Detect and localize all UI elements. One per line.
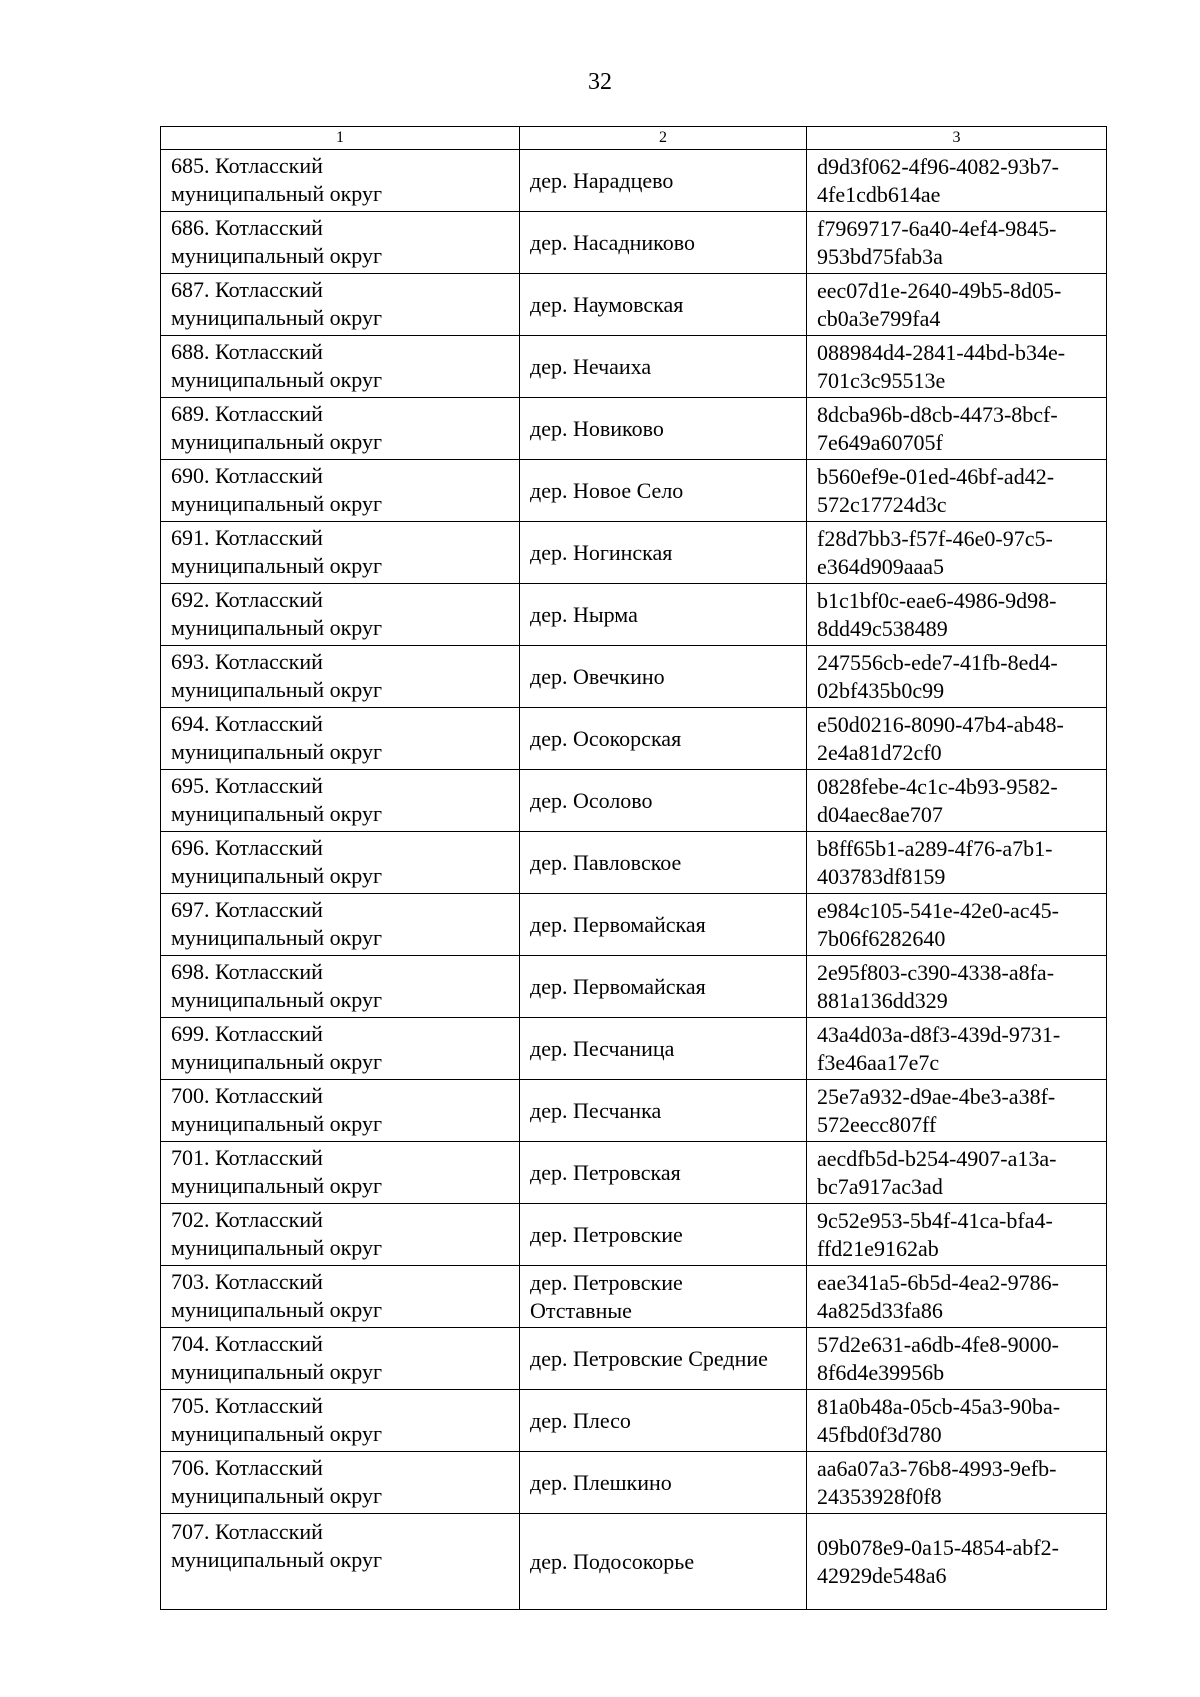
settlement-cell <box>520 336 807 398</box>
settlement-cell-line: дер. Осолово <box>530 787 653 813</box>
district-cell <box>161 1514 520 1610</box>
settlement-cell-line: дер. Павловское <box>530 849 682 875</box>
column-header-3: 3 <box>807 127 1107 150</box>
guid-cell-line: 0828febe-4c1c-4b93-9582- <box>817 773 1058 799</box>
settlement-cell-line: дер. Нарадцево <box>530 167 674 193</box>
district-cell-line: муниципальный округ <box>171 1359 383 1384</box>
district-cell-line: 706. Котласский <box>171 1455 323 1480</box>
table-row <box>161 894 1107 956</box>
district-cell-line: 692. Котласский <box>171 587 323 612</box>
guid-cell-line: b1c1bf0c-eae6-4986-9d98- <box>817 587 1057 613</box>
settlement-cell-line: дер. Овечкино <box>530 663 665 689</box>
district-cell <box>161 1266 520 1328</box>
table-row <box>161 1204 1107 1266</box>
guid-cell <box>807 274 1107 336</box>
district-cell-line: 705. Котласский <box>171 1393 323 1418</box>
table-row <box>161 460 1107 522</box>
guid-cell <box>807 460 1107 522</box>
guid-cell-line: 09b078e9-0a15-4854-abf2- <box>817 1534 1059 1560</box>
district-cell-line: муниципальный округ <box>171 801 383 826</box>
guid-cell-line: b560ef9e-01ed-46bf-ad42- <box>817 463 1055 489</box>
district-cell <box>161 150 520 212</box>
table-row <box>161 1452 1107 1514</box>
district-cell <box>161 1204 520 1266</box>
table-row <box>161 1328 1107 1390</box>
settlement-cell <box>520 1390 807 1452</box>
table-row <box>161 336 1107 398</box>
district-cell <box>161 708 520 770</box>
table-header-row <box>161 127 1107 150</box>
district-cell-line: муниципальный округ <box>171 367 383 392</box>
table-row <box>161 212 1107 274</box>
guid-cell-line: ffd21e9162ab <box>817 1235 939 1261</box>
guid-cell <box>807 770 1107 832</box>
guid-cell-line: 4fe1cdb614ae <box>817 181 941 207</box>
district-cell-line: муниципальный округ <box>171 1483 383 1508</box>
guid-cell <box>807 522 1107 584</box>
district-cell-line: муниципальный округ <box>171 491 383 516</box>
table-row <box>161 584 1107 646</box>
district-cell-line: муниципальный округ <box>171 429 383 454</box>
table-body <box>161 150 1107 1610</box>
district-cell-line: муниципальный округ <box>171 1547 383 1572</box>
district-cell <box>161 460 520 522</box>
district-cell <box>161 1328 520 1390</box>
settlement-cell-line: дер. Петровские <box>530 1221 683 1247</box>
guid-cell-line: 81a0b48a-05cb-45a3-90ba- <box>817 1393 1061 1419</box>
guid-cell <box>807 1142 1107 1204</box>
district-cell <box>161 646 520 708</box>
district-cell <box>161 1390 520 1452</box>
settlement-cell <box>520 646 807 708</box>
guid-cell-line: bc7a917ac3ad <box>817 1173 943 1199</box>
page-number: 32 <box>588 69 612 95</box>
district-cell-line: муниципальный округ <box>171 181 383 206</box>
district-cell-line: 693. Котласский <box>171 649 323 674</box>
settlement-cell <box>520 1018 807 1080</box>
district-cell-line: муниципальный округ <box>171 1235 383 1260</box>
settlement-cell <box>520 522 807 584</box>
district-cell-line: муниципальный округ <box>171 1297 383 1322</box>
guid-cell <box>807 832 1107 894</box>
district-cell <box>161 584 520 646</box>
guid-cell <box>807 1390 1107 1452</box>
district-cell <box>161 398 520 460</box>
guid-cell-line: f28d7bb3-f57f-46e0-97c5- <box>817 525 1053 551</box>
settlement-cell <box>520 1328 807 1390</box>
settlement-cell-line: дер. Песчанка <box>530 1097 662 1123</box>
table-row <box>161 1514 1107 1610</box>
district-cell-line: муниципальный округ <box>171 1049 383 1074</box>
guid-cell-line: 7b06f6282640 <box>817 925 946 951</box>
district-cell-line: муниципальный округ <box>171 243 383 268</box>
guid-cell-line: 43a4d03a-d8f3-439d-9731- <box>817 1021 1061 1047</box>
guid-cell-line: 4a825d33fa86 <box>817 1297 943 1323</box>
settlement-cell <box>520 1452 807 1514</box>
district-cell <box>161 1018 520 1080</box>
district-cell <box>161 1452 520 1514</box>
district-cell-line: 704. Котласский <box>171 1331 323 1356</box>
settlement-cell <box>520 956 807 1018</box>
guid-cell <box>807 150 1107 212</box>
settlement-cell <box>520 460 807 522</box>
guid-cell-line: 088984d4-2841-44bd-b34e- <box>817 339 1066 365</box>
district-cell-line: муниципальный округ <box>171 677 383 702</box>
guid-cell-line: 57d2e631-a6db-4fe8-9000- <box>817 1331 1059 1357</box>
settlement-cell-line: дер. Ногинская <box>530 539 673 565</box>
district-cell-line: муниципальный округ <box>171 1421 383 1446</box>
district-cell-line: муниципальный округ <box>171 987 383 1012</box>
district-cell-line: муниципальный округ <box>171 1173 383 1198</box>
district-cell <box>161 212 520 274</box>
district-cell-line: муниципальный округ <box>171 615 383 640</box>
guid-cell-line: 572c17724d3c <box>817 491 947 517</box>
guid-cell <box>807 584 1107 646</box>
settlement-cell <box>520 770 807 832</box>
guid-cell-line: 2e4a81d72cf0 <box>817 739 942 765</box>
district-cell-line: 694. Котласский <box>171 711 323 736</box>
guid-cell-line: b8ff65b1-a289-4f76-a7b1- <box>817 835 1053 861</box>
district-cell-line: 690. Котласский <box>171 463 323 488</box>
guid-cell-line: eae341a5-6b5d-4ea2-9786- <box>817 1269 1059 1295</box>
settlement-cell <box>520 1266 807 1328</box>
guid-cell-line: e364d909aaa5 <box>817 553 945 579</box>
district-cell-line: муниципальный округ <box>171 863 383 888</box>
settlement-cell-line: дер. Нырма <box>530 601 638 627</box>
guid-cell-line: aa6a07a3-76b8-4993-9efb- <box>817 1455 1057 1481</box>
guid-cell <box>807 1328 1107 1390</box>
guid-cell <box>807 1204 1107 1266</box>
settlement-cell <box>520 1142 807 1204</box>
district-cell-line: 697. Котласский <box>171 897 323 922</box>
table-row <box>161 398 1107 460</box>
district-cell <box>161 336 520 398</box>
table-row <box>161 1080 1107 1142</box>
guid-cell <box>807 956 1107 1018</box>
guid-cell-line: 403783df8159 <box>817 863 946 889</box>
settlement-cell-line: дер. Петровские <box>530 1269 683 1295</box>
guid-cell-line: 701c3c95513e <box>817 367 946 393</box>
guid-cell-line: d9d3f062-4f96-4082-93b7- <box>817 153 1059 179</box>
settlement-cell-line: дер. Осокорская <box>530 725 682 751</box>
district-cell-line: 685. Котласский <box>171 153 323 178</box>
settlement-cell-line: дер. Подосокорье <box>530 1548 695 1574</box>
settlement-cell-line: дер. Новое Село <box>530 477 684 503</box>
district-cell-line: 688. Котласский <box>171 339 323 364</box>
table-row <box>161 522 1107 584</box>
settlement-cell-line: дер. Плесо <box>530 1407 631 1433</box>
guid-cell-line: 8f6d4e39956b <box>817 1359 945 1385</box>
settlement-cell <box>520 212 807 274</box>
district-cell <box>161 956 520 1018</box>
column-header-2: 2 <box>520 127 807 150</box>
district-cell-line: 702. Котласский <box>171 1207 323 1232</box>
settlement-cell-line: дер. Новиково <box>530 415 664 441</box>
district-cell-line: 698. Котласский <box>171 959 323 984</box>
settlement-cell <box>520 894 807 956</box>
district-cell <box>161 832 520 894</box>
guid-cell <box>807 1266 1107 1328</box>
guid-cell-line: 42929de548a6 <box>817 1562 947 1588</box>
guid-cell-line: e50d0216-8090-47b4-ab48- <box>817 711 1064 737</box>
guid-cell-line: e984c105-541e-42e0-ac45- <box>817 897 1059 923</box>
table-row <box>161 1142 1107 1204</box>
guid-cell <box>807 646 1107 708</box>
guid-cell <box>807 1018 1107 1080</box>
guid-cell <box>807 1514 1107 1610</box>
district-cell <box>161 1142 520 1204</box>
guid-cell-line: 953bd75fab3a <box>817 243 943 269</box>
guid-cell <box>807 336 1107 398</box>
guid-cell <box>807 1080 1107 1142</box>
guid-cell-line: 8dcba96b-d8cb-4473-8bcf- <box>817 401 1058 427</box>
district-cell-line: 701. Котласский <box>171 1145 323 1170</box>
guid-cell-line: 247556cb-ede7-41fb-8ed4- <box>817 649 1058 675</box>
settlement-cell-line: Отставные <box>530 1297 632 1323</box>
district-cell-line: 687. Котласский <box>171 277 323 302</box>
table-row <box>161 646 1107 708</box>
guid-cell <box>807 212 1107 274</box>
guid-cell-line: aecdfb5d-b254-4907-a13a- <box>817 1145 1057 1171</box>
settlement-cell <box>520 708 807 770</box>
settlement-cell-line: дер. Песчаница <box>530 1035 675 1061</box>
district-cell-line: 695. Котласский <box>171 773 323 798</box>
settlement-cell-line: дер. Плешкино <box>530 1469 672 1495</box>
settlement-cell <box>520 150 807 212</box>
settlement-cell-line: дер. Петровская <box>530 1159 681 1185</box>
district-cell-line: 686. Котласский <box>171 215 323 240</box>
district-cell <box>161 770 520 832</box>
table-row <box>161 1266 1107 1328</box>
guid-cell-line: 24353928f0f8 <box>817 1483 942 1509</box>
settlement-cell <box>520 1080 807 1142</box>
settlement-cell <box>520 398 807 460</box>
guid-cell-line: 25e7a932-d9ae-4be3-a38f- <box>817 1083 1056 1109</box>
table-row <box>161 1018 1107 1080</box>
column-header-1: 1 <box>161 127 520 150</box>
district-cell-line: муниципальный округ <box>171 925 383 950</box>
guid-cell-line: 572eecc807ff <box>817 1111 937 1137</box>
guid-cell <box>807 398 1107 460</box>
guid-cell-line: 881a136dd329 <box>817 987 948 1013</box>
settlement-cell <box>520 274 807 336</box>
guid-cell-line: 9c52e953-5b4f-41ca-bfa4- <box>817 1207 1053 1233</box>
district-cell-line: 707. Котласский <box>171 1519 323 1544</box>
district-cell-line: муниципальный округ <box>171 1111 383 1136</box>
settlement-cell <box>520 832 807 894</box>
district-cell <box>161 894 520 956</box>
district-cell <box>161 274 520 336</box>
guid-cell-line: cb0a3e799fa4 <box>817 305 941 331</box>
district-cell-line: муниципальный округ <box>171 739 383 764</box>
district-cell-line: 696. Котласский <box>171 835 323 860</box>
guid-cell <box>807 1452 1107 1514</box>
guid-cell-line: 8dd49c538489 <box>817 615 948 641</box>
settlement-table <box>160 126 1107 1610</box>
table-row <box>161 150 1107 212</box>
guid-cell-line: f3e46aa17e7c <box>817 1049 940 1075</box>
settlement-cell-line: дер. Петровские Средние <box>530 1345 768 1371</box>
district-cell-line: муниципальный округ <box>171 305 383 330</box>
table-row <box>161 832 1107 894</box>
guid-cell-line: 45fbd0f3d780 <box>817 1421 942 1447</box>
settlement-cell <box>520 1204 807 1266</box>
guid-cell-line: d04aec8ae707 <box>817 801 943 827</box>
district-cell-line: муниципальный округ <box>171 553 383 578</box>
district-cell-line: 689. Котласский <box>171 401 323 426</box>
settlement-cell <box>520 584 807 646</box>
district-cell-line: 691. Котласский <box>171 525 323 550</box>
district-cell-line: 700. Котласский <box>171 1083 323 1108</box>
guid-cell-line: 2e95f803-c390-4338-a8fa- <box>817 959 1055 985</box>
table-row <box>161 956 1107 1018</box>
guid-cell-line: f7969717-6a40-4ef4-9845- <box>817 215 1057 241</box>
table-row <box>161 770 1107 832</box>
guid-cell-line: eec07d1e-2640-49b5-8d05- <box>817 277 1062 303</box>
settlement-cell-line: дер. Нечаиха <box>530 353 652 379</box>
settlement-cell-line: дер. Первомайская <box>530 911 706 937</box>
settlement-cell-line: дер. Наумовская <box>530 291 684 317</box>
district-cell <box>161 1080 520 1142</box>
table-row <box>161 1390 1107 1452</box>
table-row <box>161 708 1107 770</box>
guid-cell <box>807 708 1107 770</box>
settlement-cell-line: дер. Насадниково <box>530 229 695 255</box>
district-cell-line: 703. Котласский <box>171 1269 323 1294</box>
settlement-cell-line: дер. Первомайская <box>530 973 706 999</box>
settlement-cell <box>520 1514 807 1610</box>
guid-cell-line: 7e649a60705f <box>817 429 943 455</box>
guid-cell <box>807 894 1107 956</box>
table-row <box>161 274 1107 336</box>
district-cell-line: 699. Котласский <box>171 1021 323 1046</box>
guid-cell-line: 02bf435b0c99 <box>817 677 945 703</box>
district-cell <box>161 522 520 584</box>
